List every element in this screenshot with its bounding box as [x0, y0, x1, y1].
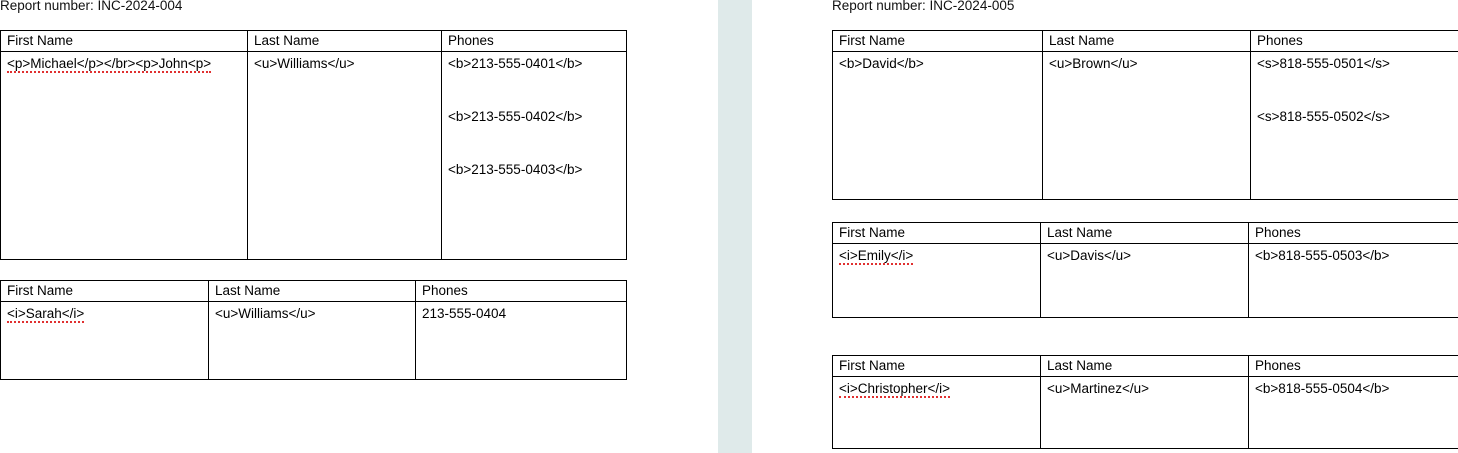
table-header-row — [833, 223, 1458, 244]
table-header-row — [1, 31, 627, 52]
cell-phones — [442, 52, 627, 260]
cell-last-name — [1043, 52, 1251, 200]
cell-last-name — [1041, 244, 1249, 318]
cell-last-name — [1041, 377, 1249, 449]
column-header-phones: Phones — [1249, 223, 1458, 244]
column-header-last-name: Last Name — [248, 31, 442, 52]
cell-phones — [1249, 377, 1458, 449]
first-name-value: <i>Emily</i> — [839, 248, 914, 263]
column-header-last-name: Last Name — [209, 281, 416, 302]
column-header-last-name: Last Name — [1043, 31, 1251, 52]
table-row — [833, 52, 1458, 200]
last-name-value: <u>Williams</u> — [254, 56, 355, 71]
cell-last-name — [209, 302, 416, 380]
column-header-first-name: First Name — [833, 356, 1041, 377]
first-name-value: <p>Michael</p></br><p>John<p> — [7, 56, 212, 71]
last-name-value: <u>Davis</u> — [1047, 248, 1132, 263]
right-report-number: Report number: INC-2024-005 — [832, 0, 1015, 13]
left-report-number: Report number: INC-2024-004 — [0, 0, 183, 13]
column-header-last-name: Last Name — [1041, 223, 1249, 244]
cell-first-name — [833, 52, 1043, 200]
cell-first-name — [833, 244, 1041, 318]
cell-first-name — [1, 52, 248, 260]
column-header-phones: Phones — [1249, 356, 1458, 377]
column-header-last-name: Last Name — [1041, 356, 1249, 377]
phone-value: <b>213-555-0401</b> — [448, 56, 583, 71]
left-contacts-table-1 — [0, 30, 627, 260]
first-name-value: <i>Sarah</i> — [7, 306, 85, 321]
cell-first-name — [1, 302, 209, 380]
first-name-value: <i>Christopher</i> — [839, 381, 951, 396]
phone-value: <b>818-555-0503</b> — [1255, 248, 1390, 263]
first-name-value: <b>David</b> — [839, 56, 924, 71]
last-name-value: <u>Martinez</u> — [1047, 381, 1150, 396]
column-header-first-name: First Name — [833, 223, 1041, 244]
column-header-phones: Phones — [442, 31, 627, 52]
phone-value: <b>213-555-0402</b> — [448, 109, 583, 124]
table-header-row — [1, 281, 627, 302]
cell-first-name — [833, 377, 1041, 449]
phone-value: <s>818-555-0501</s> — [1257, 56, 1390, 71]
right-contacts-table-3 — [832, 355, 1458, 449]
table-header-row — [833, 356, 1458, 377]
cell-phones — [416, 302, 627, 380]
right-contacts-table-2 — [832, 222, 1458, 318]
phone-value: 213-555-0404 — [422, 306, 507, 321]
right-document-pane — [752, 0, 1458, 453]
cell-phones — [1251, 52, 1458, 200]
phone-value: <b>213-555-0403</b> — [448, 162, 583, 177]
column-header-phones: Phones — [1251, 31, 1458, 52]
right-contacts-table-1 — [832, 30, 1458, 200]
column-header-phones: Phones — [416, 281, 627, 302]
table-header-row — [833, 31, 1458, 52]
table-row — [1, 52, 627, 260]
table-row — [833, 244, 1458, 318]
page-gutter-divider — [718, 0, 752, 453]
table-row — [833, 377, 1458, 449]
column-header-first-name: First Name — [1, 31, 248, 52]
column-header-first-name: First Name — [1, 281, 209, 302]
cell-phones — [1249, 244, 1458, 318]
left-document-pane — [0, 0, 718, 453]
phone-value: <b>818-555-0504</b> — [1255, 381, 1390, 396]
cell-last-name — [248, 52, 442, 260]
last-name-value: <u>Williams</u> — [215, 306, 316, 321]
last-name-value: <u>Brown</u> — [1049, 56, 1138, 71]
column-header-first-name: First Name — [833, 31, 1043, 52]
phone-value: <s>818-555-0502</s> — [1257, 109, 1390, 124]
left-contacts-table-2 — [0, 280, 627, 380]
table-row — [1, 302, 627, 380]
